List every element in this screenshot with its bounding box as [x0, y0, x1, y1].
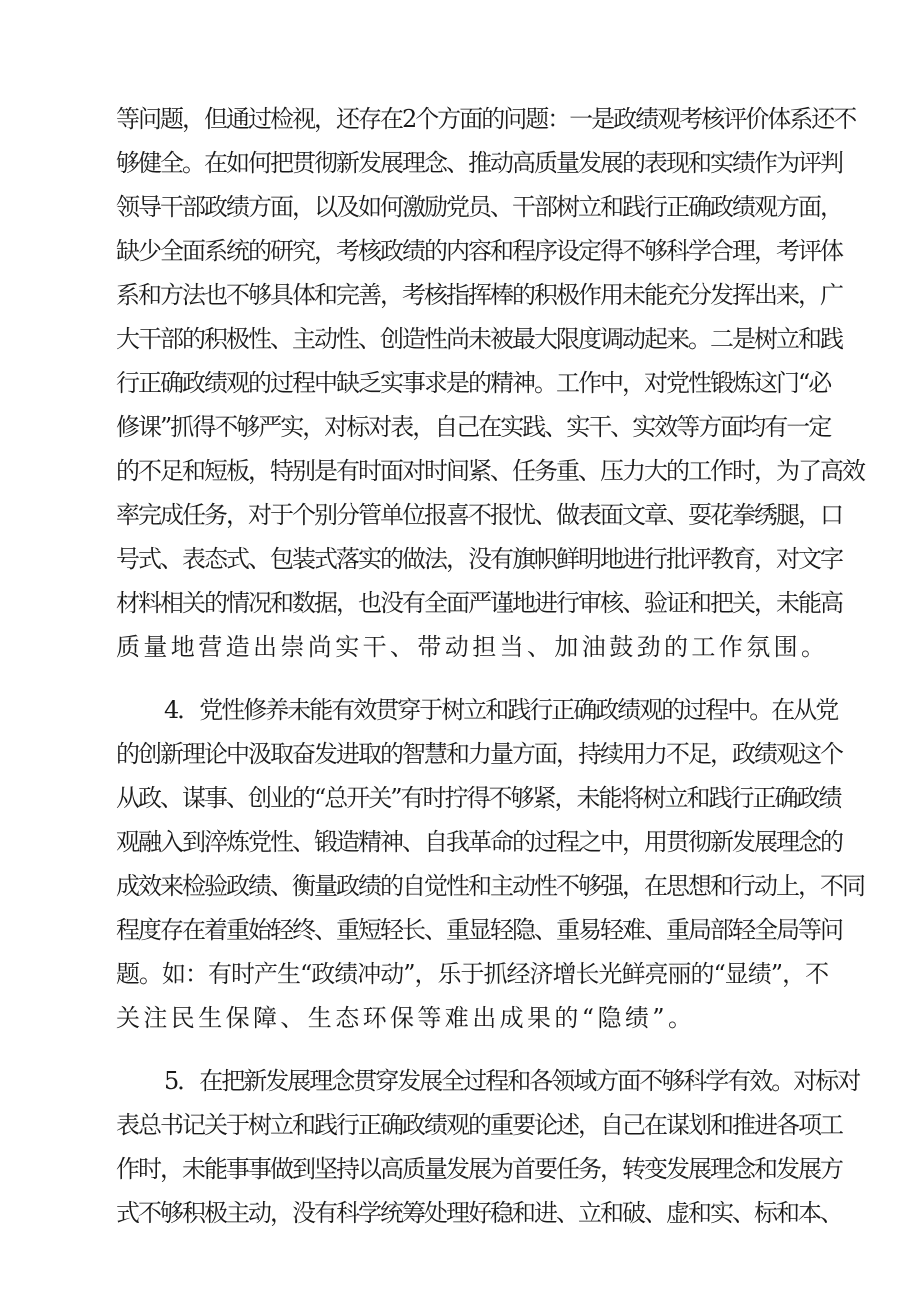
text-line: 关注民生保障、生态环保等难出成果的“隐绩”。	[116, 1004, 696, 1032]
document-body	[116, 97, 864, 1235]
text-line: 从政、谋事、创业的“总开关”有时拧得不够紧，未能将树立和践行正确政绩	[116, 784, 841, 812]
text-line: 领导干部政绩方面，以及如何激励党员、干部树立和践行正确政绩观方面，	[116, 193, 842, 221]
text-line: 表总书记关于树立和践行正确政绩观的重要论述，自己在谋划和推进各项工	[116, 1111, 842, 1139]
text-line: 式不够积极主动，没有科学统筹处理好稳和进、立和破、虚和实、标和本、	[116, 1199, 842, 1227]
text-line: 成效来检验政绩、衡量政绩的自觉性和主动性不够强，在思想和行动上，不同	[116, 872, 864, 900]
text-line: 大干部的积极性、主动性、创造性尚未被最大限度调动起来。二是树立和践	[116, 325, 842, 353]
text-line: 够健全。在如何把贯彻新发展理念、推动高质量发展的表现和实绩作为评判	[116, 149, 842, 177]
text-line: 质量地营造出崇尚实干、带动担当、加油鼓劲的工作氛围。	[116, 633, 829, 661]
paragraph	[116, 97, 864, 669]
text-line: 的不足和短板，特别是有时面对时间紧、任务重、压力大的工作时，为了高效	[116, 457, 864, 485]
text-line: 修课”抓得不够严实，对标对表，自己在实践、实干、实效等方面均有一定	[116, 413, 831, 441]
text-line: 的创新理论中汲取奋发进取的智慧和力量方面，持续用力不足，政绩观这个	[116, 740, 842, 768]
text-line: 行正确政绩观的过程中缺乏实事求是的精神。工作中，对党性锻炼这门“必	[116, 369, 831, 397]
text-line: 5．在把新发展理念贯穿发展全过程和各领域方面不够科学有效。对标对	[164, 1067, 860, 1095]
text-line: 号式、表态式、包装式落实的做法，没有旗帜鲜明地进行批评教育，对文字	[116, 545, 842, 573]
paragraph	[116, 1059, 860, 1235]
text-line: 作时，未能事事做到坚持以高质量发展为首要任务，转变发展理念和发展方	[116, 1155, 842, 1183]
text-line: 观融入到淬炼党性、锻造精神、自我革命的过程之中，用贯彻新发展理念的	[116, 828, 842, 856]
paragraph	[116, 688, 864, 1040]
text-line: 率完成任务，对于个别分管单位报喜不报忧、做表面文章、耍花拳绣腿，口	[116, 501, 842, 529]
text-line: 4．党性修养未能有效贯穿于树立和践行正确政绩观的过程中。在从党	[164, 696, 838, 724]
text-line: 缺少全面系统的研究，考核政绩的内容和程序设定得不够科学合理，考评体	[116, 237, 842, 265]
text-line: 等问题，但通过检视，还存在2个方面的问题：一是政绩观考核评价体系还不	[116, 105, 856, 133]
text-line: 系和方法也不够具体和完善，考核指挥棒的积极作用未能充分发挥出来，广	[116, 281, 842, 309]
text-line: 材料相关的情况和数据，也没有全面严谨地进行审核、验证和把关，未能高	[116, 589, 842, 617]
text-line: 程度存在着重始轻终、重短轻长、重显轻隐、重易轻难、重局部轻全局等问	[116, 916, 842, 944]
text-line: 题。如：有时产生“政绩冲动”，乐于抓经济增长光鲜亮丽的“显绩”，不	[116, 960, 829, 988]
